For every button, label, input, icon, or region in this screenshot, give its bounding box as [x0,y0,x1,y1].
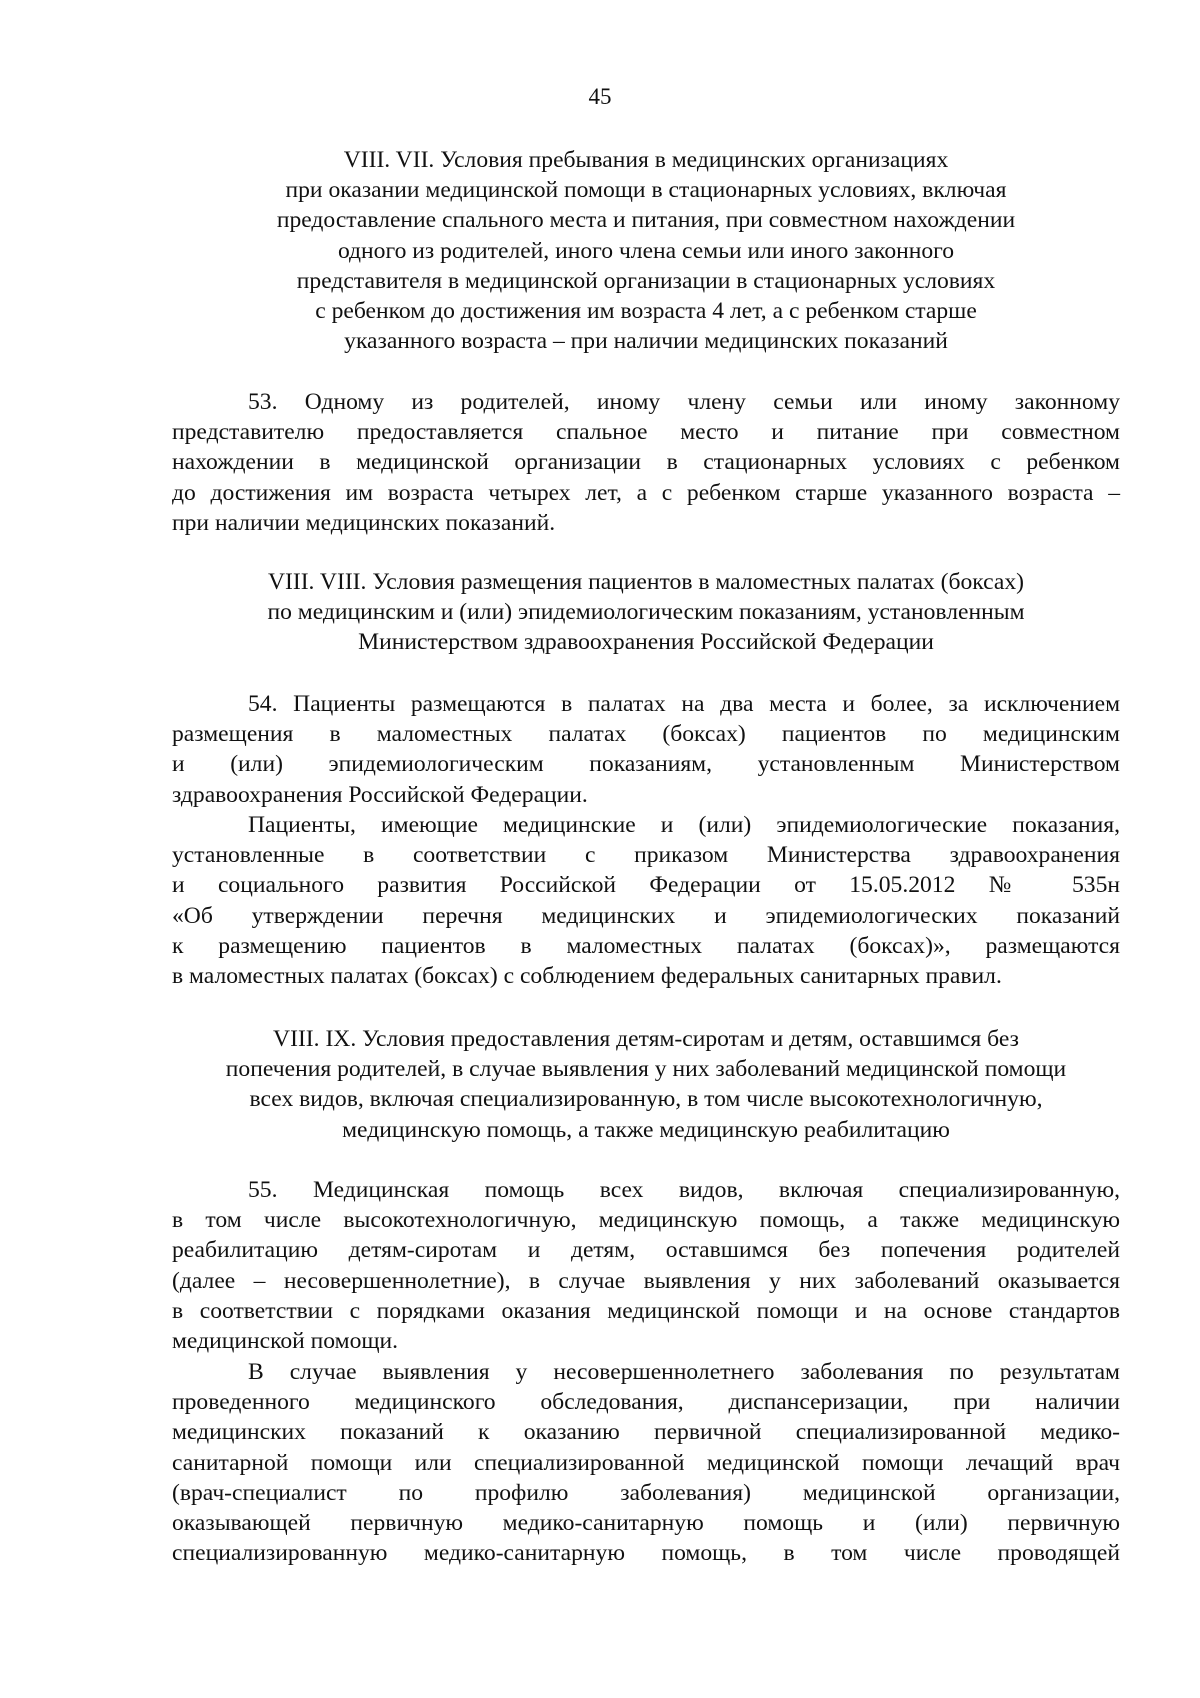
paragraph-53 [172,387,1120,538]
page-number: 45 [588,84,612,109]
heading-line: по медицинским и (или) эпидемиологическим показаниям, установленным [267,599,1025,626]
paragraph-line: нахождении в медицинской организации в стационарных условиях с ребенком [172,449,1120,476]
paragraph-line: Пациенты, имеющие медицинские и (или) эпидемиологические показания, [248,812,1120,838]
paragraph-line: специализированную медико-санитарную помощь, в том числе проводящей [172,1540,1120,1567]
paragraph-line: санитарной помощи или специализированной медицинской помощи лечащий врач [172,1449,1120,1476]
paragraph-55-continued [172,1357,1120,1568]
heading-line: при оказании медицинской помощи в стационарных условиях, включая [285,177,1007,204]
paragraph-line: В случае выявления у несовершеннолетнего заболевания по результатам [248,1359,1120,1385]
paragraph-54 [172,689,1120,810]
section-heading-ix [172,1024,1120,1145]
paragraph-line: 53. Одному из родителей, иному члену семьи или иному законному [248,389,1120,415]
heading-line: предоставление спального места и питания, при совместном нахождении [276,207,1016,234]
paragraph-line: «Об утверждении перечня медицинских и эпидемиологических показаний [172,902,1120,929]
paragraph-line: 55. Медицинская помощь всех видов, включая специализированную, [248,1177,1120,1203]
heading-line: представителя в медицинской организации в стационарных условиях [296,267,996,294]
paragraph-line: 54. Пациенты размещаются в палатах на два места и более, за исключением [248,691,1120,717]
paragraph-line: представителю предоставляется спальное место и питание при совместном [172,419,1120,446]
section-heading-viii [172,567,1120,658]
heading-line: попечения родителей, в случае выявления у них заболеваний медицинской помощи [225,1056,1067,1083]
paragraph-line: (далее – несовершеннолетние), в случае выявления у них заболеваний оказывается [172,1267,1120,1294]
paragraph-line: проведенного медицинского обследования, диспансеризации, при наличии [172,1389,1120,1416]
paragraph-55 [172,1175,1120,1356]
heading-line: всех видов, включая специализированную, в том числе высокотехнологичную, [249,1086,1043,1113]
paragraph-line: размещения в маломестных палатах (боксах) пациентов по медицинским [172,721,1120,748]
paragraph-line: оказывающей первичную медико-санитарную помощь и (или) первичную [172,1510,1120,1537]
paragraph-line: (врач-специалист по профилю заболевания) медицинской организации, [172,1479,1120,1506]
paragraph-line: в соответствии с порядками оказания медицинской помощи и на основе стандартов [172,1297,1120,1324]
paragraph-line: до достижения им возраста четырех лет, а с ребенком старше указанного возраста – [172,479,1120,506]
paragraph-54-continued [172,810,1120,991]
heading-line: указанного возраста – при наличии медицинских показаний [344,328,948,355]
heading-line: одного из родителей, иного члена семьи или иного законного [337,237,955,264]
paragraph-line: реабилитацию детям-сиротам и детям, оставшимся без попечения родителей [172,1237,1120,1264]
paragraph-line: в маломестных палатах (боксах) с соблюдением федеральных санитарных правил. [172,963,1002,990]
heading-line: VIII. VIII. Условия размещения пациентов в маломестных палатах (боксах) [267,569,1025,595]
paragraph-line: и (или) эпидемиологическим показаниям, установленным Министерством [172,751,1120,778]
heading-line: VIII. VII. Условия пребывания в медицинских организациях [343,147,949,173]
paragraph-line: и социального развития Российской Федерации от 15.05.2012 № 535н [172,872,1120,899]
paragraph-line: к размещению пациентов в маломестных палатах (боксах)», размещаются [172,932,1120,959]
paragraph-line: при наличии медицинских показаний. [172,509,556,536]
section-heading-vii [172,145,1120,356]
heading-line: Министерством здравоохранения Российской Федерации [358,629,934,656]
paragraph-line: медицинских показаний к оказанию первичной специализированной медико- [172,1419,1120,1446]
paragraph-line: установленные в соответствии с приказом Министерства здравоохранения [172,842,1120,869]
paragraph-line: здравоохранения Российской Федерации. [172,781,588,808]
paragraph-line: медицинской помощи. [172,1328,399,1355]
heading-line: медицинскую помощь, а также медицинскую реабилитацию [342,1116,950,1143]
heading-line: VIII. IX. Условия предоставления детям-сиротам и детям, оставшимся без [273,1026,1019,1052]
paragraph-line: в том числе высокотехнологичную, медицинскую помощь, а также медицинскую [172,1207,1120,1234]
heading-line: с ребенком до достижения им возраста 4 лет, а с ребенком старше [315,298,977,325]
